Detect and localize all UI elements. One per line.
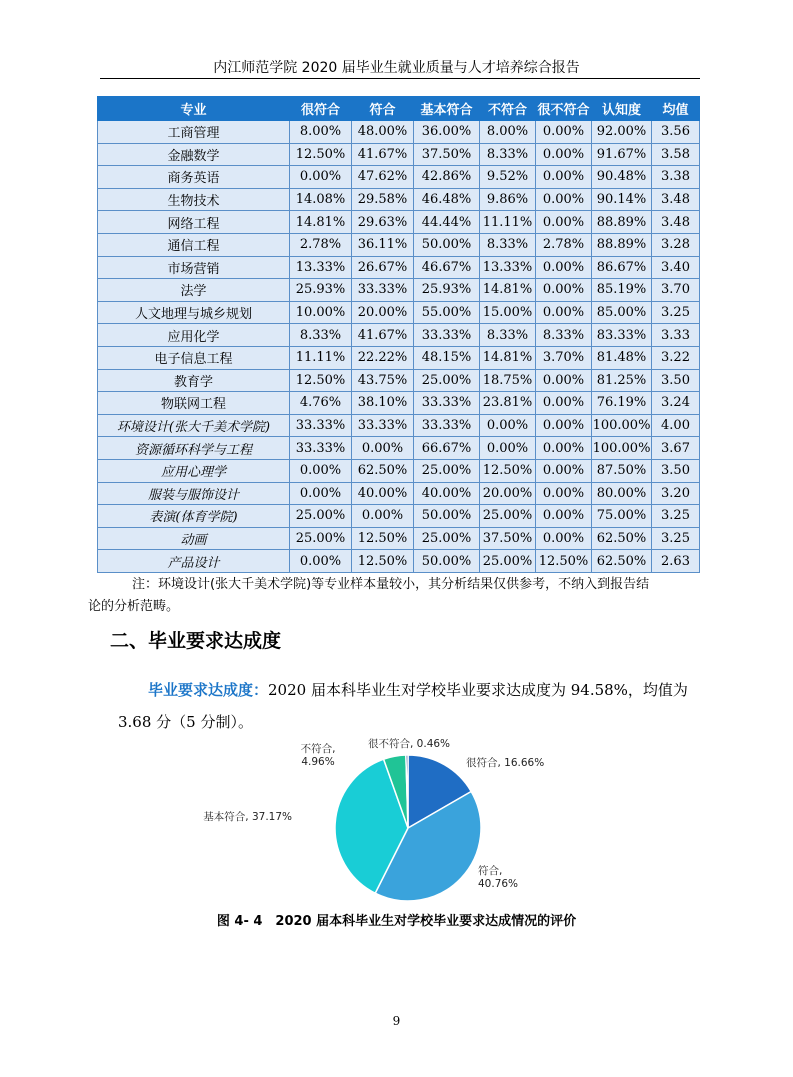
value-cell: 3.70%	[536, 346, 592, 369]
value-cell: 47.62%	[352, 166, 414, 189]
value-cell: 81.25%	[592, 369, 652, 392]
value-cell: 3.25	[652, 505, 700, 528]
value-cell: 80.00%	[592, 482, 652, 505]
value-cell: 4.00	[652, 414, 700, 437]
value-cell: 3.22	[652, 346, 700, 369]
value-cell: 41.67%	[352, 143, 414, 166]
value-cell: 9.86%	[480, 188, 536, 211]
value-cell: 0.00%	[536, 256, 592, 279]
value-cell: 36.00%	[414, 121, 480, 144]
value-cell: 8.00%	[480, 121, 536, 144]
value-cell: 12.50%	[352, 550, 414, 573]
table-row	[98, 233, 700, 256]
value-cell: 3.56	[652, 121, 700, 144]
value-cell: 0.00%	[352, 505, 414, 528]
value-cell: 3.25	[652, 301, 700, 324]
value-cell: 40.00%	[352, 482, 414, 505]
table-row	[98, 414, 700, 437]
value-cell: 62.50%	[592, 527, 652, 550]
table-row	[98, 256, 700, 279]
value-cell: 85.19%	[592, 279, 652, 302]
value-cell: 0.00%	[536, 505, 592, 528]
value-cell: 100.00%	[592, 414, 652, 437]
value-cell: 0.00%	[536, 482, 592, 505]
value-cell: 23.81%	[480, 392, 536, 415]
value-cell: 2.78%	[290, 233, 352, 256]
value-cell: 3.70	[652, 279, 700, 302]
value-cell: 14.08%	[290, 188, 352, 211]
column-header: 基本符合	[414, 97, 480, 121]
major-name-cell: 金融数学	[98, 143, 290, 166]
value-cell: 8.33%	[480, 233, 536, 256]
value-cell: 3.25	[652, 527, 700, 550]
value-cell: 25.00%	[480, 505, 536, 528]
table-row	[98, 346, 700, 369]
value-cell: 83.33%	[592, 324, 652, 347]
value-cell: 0.00%	[480, 414, 536, 437]
value-cell: 20.00%	[480, 482, 536, 505]
value-cell: 75.00%	[592, 505, 652, 528]
major-name-cell: 人文地理与城乡规划	[98, 301, 290, 324]
value-cell: 14.81%	[480, 346, 536, 369]
table-row	[98, 527, 700, 550]
value-cell: 12.50%	[536, 550, 592, 573]
value-cell: 0.00%	[536, 143, 592, 166]
value-cell: 0.00%	[536, 369, 592, 392]
major-name-cell: 教育学	[98, 369, 290, 392]
value-cell: 0.00%	[290, 550, 352, 573]
value-cell: 33.33%	[414, 414, 480, 437]
value-cell: 3.40	[652, 256, 700, 279]
figure-caption: 图 4- 4 2020 届本科毕业生对学校毕业要求达成情况的评价	[216, 914, 577, 929]
value-cell: 2.63	[652, 550, 700, 573]
value-cell: 76.19%	[592, 392, 652, 415]
table-row	[98, 166, 700, 189]
value-cell: 18.75%	[480, 369, 536, 392]
table-row	[98, 437, 700, 460]
value-cell: 3.67	[652, 437, 700, 460]
value-cell: 25.93%	[290, 279, 352, 302]
value-cell: 0.00%	[536, 211, 592, 234]
value-cell: 0.00%	[536, 527, 592, 550]
major-name-cell: 动画	[98, 527, 290, 550]
major-name-cell: 环境设计(张大千美术学院)	[98, 414, 290, 437]
value-cell: 0.00%	[290, 459, 352, 482]
table-row	[98, 369, 700, 392]
value-cell: 11.11%	[480, 211, 536, 234]
value-cell: 0.00%	[536, 188, 592, 211]
value-cell: 50.00%	[414, 550, 480, 573]
value-cell: 12.50%	[290, 369, 352, 392]
table-row	[98, 324, 700, 347]
value-cell: 3.24	[652, 392, 700, 415]
value-cell: 8.33%	[480, 324, 536, 347]
value-cell: 13.33%	[480, 256, 536, 279]
value-cell: 12.50%	[290, 143, 352, 166]
column-header: 认知度	[592, 97, 652, 121]
table-row	[98, 459, 700, 482]
value-cell: 62.50%	[592, 550, 652, 573]
value-cell: 12.50%	[352, 527, 414, 550]
value-cell: 55.00%	[414, 301, 480, 324]
value-cell: 12.50%	[480, 459, 536, 482]
value-cell: 41.67%	[352, 324, 414, 347]
page-number: 9	[392, 1014, 401, 1028]
major-name-cell: 应用心理学	[98, 459, 290, 482]
value-cell: 33.33%	[352, 279, 414, 302]
value-cell: 29.63%	[352, 211, 414, 234]
table-note	[88, 574, 700, 618]
note-line-1: 注：环境设计(张大千美术学院)等专业样本量较小，其分析结果仅供参考，不纳入到报告结	[132, 577, 650, 592]
value-cell: 50.00%	[414, 233, 480, 256]
value-cell: 62.50%	[352, 459, 414, 482]
pie-data-label: 不符合, 4.96%	[300, 743, 336, 768]
column-header: 符合	[352, 97, 414, 121]
major-name-cell: 网络工程	[98, 211, 290, 234]
value-cell: 81.48%	[592, 346, 652, 369]
value-cell: 37.50%	[480, 527, 536, 550]
major-name-cell: 应用化学	[98, 324, 290, 347]
value-cell: 25.00%	[414, 459, 480, 482]
table-row	[98, 505, 700, 528]
value-cell: 87.50%	[592, 459, 652, 482]
value-cell: 0.00%	[536, 166, 592, 189]
major-evaluation-table	[97, 96, 700, 573]
value-cell: 0.00%	[536, 301, 592, 324]
pie-data-label: 基本符合, 37.17%	[203, 811, 292, 823]
column-header: 很符合	[290, 97, 352, 121]
value-cell: 25.00%	[480, 550, 536, 573]
column-header: 很不符合	[536, 97, 592, 121]
paragraph-text: 2020 届本科毕业生对学校毕业要求达成度为 94.58%，均值为 3.68 分（5 分制）。	[118, 681, 688, 731]
table-row	[98, 279, 700, 302]
value-cell: 8.33%	[480, 143, 536, 166]
value-cell: 10.00%	[290, 301, 352, 324]
major-name-cell: 电子信息工程	[98, 346, 290, 369]
value-cell: 8.00%	[290, 121, 352, 144]
value-cell: 3.20	[652, 482, 700, 505]
value-cell: 86.67%	[592, 256, 652, 279]
value-cell: 25.00%	[290, 527, 352, 550]
value-cell: 29.58%	[352, 188, 414, 211]
page-header-title: 内江师范学院 2020 届毕业生就业质量与人才培养综合报告	[213, 60, 580, 76]
value-cell: 48.15%	[414, 346, 480, 369]
value-cell: 3.58	[652, 143, 700, 166]
column-header: 专业	[98, 97, 290, 121]
column-header: 均值	[652, 97, 700, 121]
value-cell: 33.33%	[290, 414, 352, 437]
value-cell: 0.00%	[290, 482, 352, 505]
value-cell: 36.11%	[352, 233, 414, 256]
value-cell: 3.48	[652, 188, 700, 211]
value-cell: 91.67%	[592, 143, 652, 166]
value-cell: 85.00%	[592, 301, 652, 324]
value-cell: 3.50	[652, 369, 700, 392]
table-row	[98, 301, 700, 324]
value-cell: 9.52%	[480, 166, 536, 189]
value-cell: 100.00%	[592, 437, 652, 460]
value-cell: 38.10%	[352, 392, 414, 415]
value-cell: 26.67%	[352, 256, 414, 279]
major-name-cell: 市场营销	[98, 256, 290, 279]
major-name-cell: 物联网工程	[98, 392, 290, 415]
value-cell: 33.33%	[290, 437, 352, 460]
value-cell: 46.48%	[414, 188, 480, 211]
value-cell: 46.67%	[414, 256, 480, 279]
table-body	[98, 121, 700, 573]
pie-data-label: 很符合, 16.66%	[466, 757, 545, 769]
value-cell: 0.00%	[536, 392, 592, 415]
value-cell: 8.33%	[536, 324, 592, 347]
value-cell: 0.00%	[536, 414, 592, 437]
achievement-paragraph	[118, 674, 708, 738]
value-cell: 66.67%	[414, 437, 480, 460]
section-heading: 二、毕业要求达成度	[110, 630, 282, 652]
value-cell: 88.89%	[592, 211, 652, 234]
value-cell: 3.48	[652, 211, 700, 234]
value-cell: 33.33%	[352, 414, 414, 437]
value-cell: 25.00%	[414, 369, 480, 392]
major-name-cell: 资源循环科学与工程	[98, 437, 290, 460]
value-cell: 2.78%	[536, 233, 592, 256]
column-header: 不符合	[480, 97, 536, 121]
value-cell: 33.33%	[414, 324, 480, 347]
value-cell: 25.00%	[290, 505, 352, 528]
value-cell: 48.00%	[352, 121, 414, 144]
value-cell: 33.33%	[414, 392, 480, 415]
value-cell: 22.22%	[352, 346, 414, 369]
table-row	[98, 482, 700, 505]
major-name-cell: 商务英语	[98, 166, 290, 189]
value-cell: 0.00%	[290, 166, 352, 189]
value-cell: 88.89%	[592, 233, 652, 256]
value-cell: 90.48%	[592, 166, 652, 189]
value-cell: 92.00%	[592, 121, 652, 144]
value-cell: 14.81%	[290, 211, 352, 234]
major-name-cell: 表演(体育学院)	[98, 505, 290, 528]
major-name-cell: 法学	[98, 279, 290, 302]
value-cell: 42.86%	[414, 166, 480, 189]
value-cell: 3.28	[652, 233, 700, 256]
table-header-row	[98, 97, 700, 121]
pie-data-label: 符合, 40.76%	[478, 865, 519, 890]
value-cell: 0.00%	[536, 437, 592, 460]
value-cell: 15.00%	[480, 301, 536, 324]
pie-data-label: 很不符合, 0.46%	[368, 738, 451, 750]
paragraph-lead: 毕业要求达成度：	[148, 681, 269, 699]
major-name-cell: 生物技术	[98, 188, 290, 211]
value-cell: 3.38	[652, 166, 700, 189]
value-cell: 50.00%	[414, 505, 480, 528]
value-cell: 13.33%	[290, 256, 352, 279]
note-line-2: 论的分析范畴。	[88, 599, 180, 614]
value-cell: 25.93%	[414, 279, 480, 302]
table-row	[98, 121, 700, 144]
table-row	[98, 188, 700, 211]
table-row	[98, 392, 700, 415]
value-cell: 8.33%	[290, 324, 352, 347]
table-row	[98, 550, 700, 573]
value-cell: 43.75%	[352, 369, 414, 392]
major-name-cell: 产品设计	[98, 550, 290, 573]
major-name-cell: 通信工程	[98, 233, 290, 256]
value-cell: 3.50	[652, 459, 700, 482]
value-cell: 20.00%	[352, 301, 414, 324]
value-cell: 44.44%	[414, 211, 480, 234]
achievement-pie-chart	[200, 730, 600, 906]
header-rule	[100, 78, 700, 79]
value-cell: 4.76%	[290, 392, 352, 415]
value-cell: 14.81%	[480, 279, 536, 302]
value-cell: 25.00%	[414, 527, 480, 550]
value-cell: 3.33	[652, 324, 700, 347]
value-cell: 90.14%	[592, 188, 652, 211]
value-cell: 0.00%	[536, 279, 592, 302]
value-cell: 0.00%	[480, 437, 536, 460]
value-cell: 0.00%	[536, 459, 592, 482]
table-row	[98, 143, 700, 166]
major-name-cell: 工商管理	[98, 121, 290, 144]
value-cell: 11.11%	[290, 346, 352, 369]
table-row	[98, 211, 700, 234]
value-cell: 40.00%	[414, 482, 480, 505]
major-name-cell: 服装与服饰设计	[98, 482, 290, 505]
value-cell: 0.00%	[536, 121, 592, 144]
value-cell: 37.50%	[414, 143, 480, 166]
value-cell: 0.00%	[352, 437, 414, 460]
